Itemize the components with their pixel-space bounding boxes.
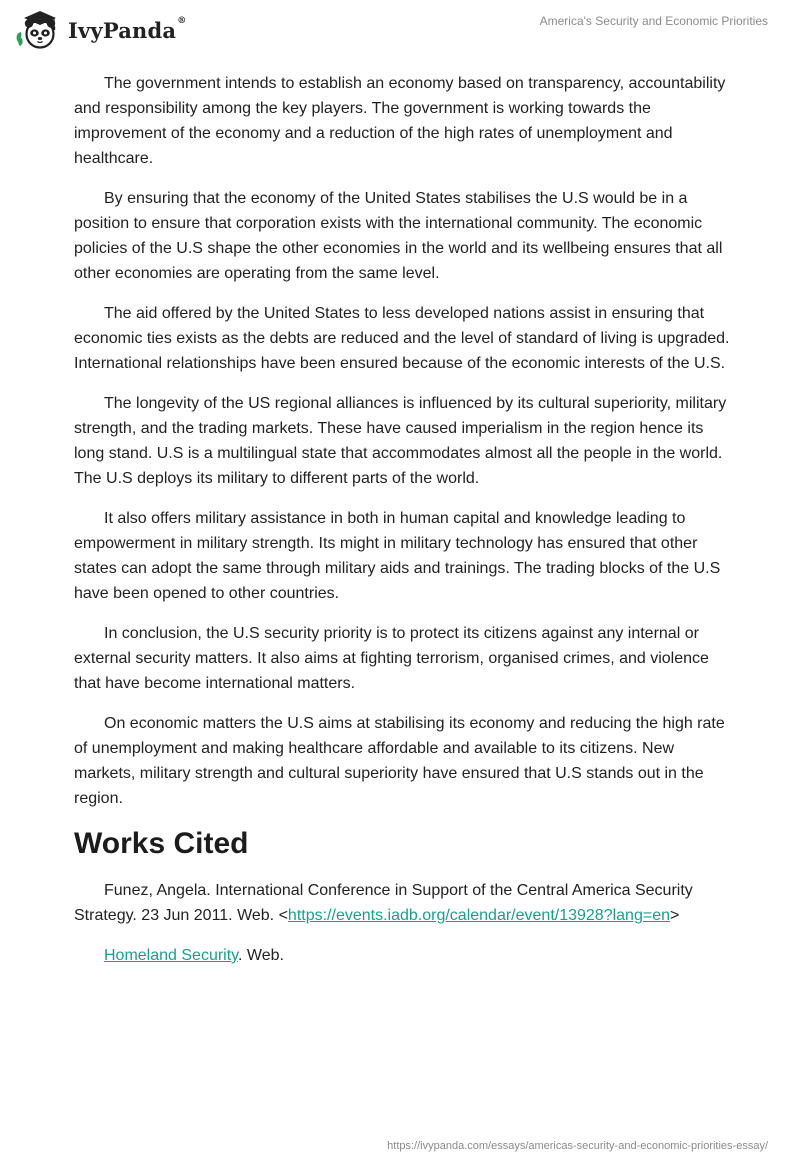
registered-mark: ® — [177, 15, 187, 26]
citation-link[interactable]: https://events.iadb.org/calendar/event/13928?lang=en — [287, 907, 670, 924]
citation-text: Funez, Angela. International Conference in Support of the Central America Security Strategy. 23 Jun 2011. Web. < — [74, 882, 693, 924]
panda-graduate-icon — [14, 8, 62, 50]
paragraph: The aid offered by the United States to less developed nations assist in ensuring that economic ties exists as the debts are reduced and the level of standard of living is upgraded. International relationships have been ensured because of the economic interests of the U.S. — [74, 305, 730, 372]
ivypanda-logo[interactable] — [14, 8, 186, 50]
paragraph: It also offers military assistance in both in human capital and knowledge leading to empowerment in military strength. Its might in military technology has ensured that other states can adopt the same through military aids and trainings. The trading blocks of the U.S have been opened to other countries. — [74, 510, 721, 602]
homeland-security-link[interactable]: Homeland Security — [104, 947, 238, 964]
essay-content — [74, 71, 734, 983]
paragraph: The longevity of the US regional alliances is influenced by its cultural superiority, military strength, and the trading markets. These have caused imperialism in the region hence its long stand. U.S is a multilingual state that accommodates almost all the people in the world. The U.S deploys its military to different parts of the world. — [74, 395, 727, 487]
paragraph: On economic matters the U.S aims at stabilising its economy and reducing the high rate of unemployment and making healthcare affordable and available to its citizens. New markets, military strength and cultural superiority have ensured that U.S stands out in the region. — [74, 715, 725, 807]
footer-url: https://ivypanda.com/essays/americas-security-and-economic-priorities-essay/ — [387, 1140, 768, 1152]
brand-name: IvyPanda® — [68, 15, 187, 43]
citation-entry — [74, 943, 734, 968]
page-header — [0, 0, 800, 60]
paragraph: In conclusion, the U.S security priority is to protect its citizens against any internal or external security matters. It also aims at fighting terrorism, organised crimes, and violence that have become international matters. — [74, 625, 709, 692]
paragraph: By ensuring that the economy of the United States stabilises the U.S would be in a position to ensure that corporation exists with the international community. The economic policies of the U.S shape the other economies in the world and its wellbeing ensures that all other economies are operating from the same level. — [74, 190, 723, 282]
paragraph: The government intends to establish an economy based on transparency, accountability and responsibility among the key players. The government is working towards the improvement of the economy and a reduction of the high rates of unemployment and healthcare. — [74, 75, 726, 167]
works-cited-heading: Works Cited — [74, 827, 249, 860]
citation-suffix: . Web. — [237, 947, 284, 964]
citation-entry — [74, 878, 734, 928]
document-title: America's Security and Economic Priorities — [539, 14, 768, 28]
citation-suffix: > — [669, 907, 680, 924]
